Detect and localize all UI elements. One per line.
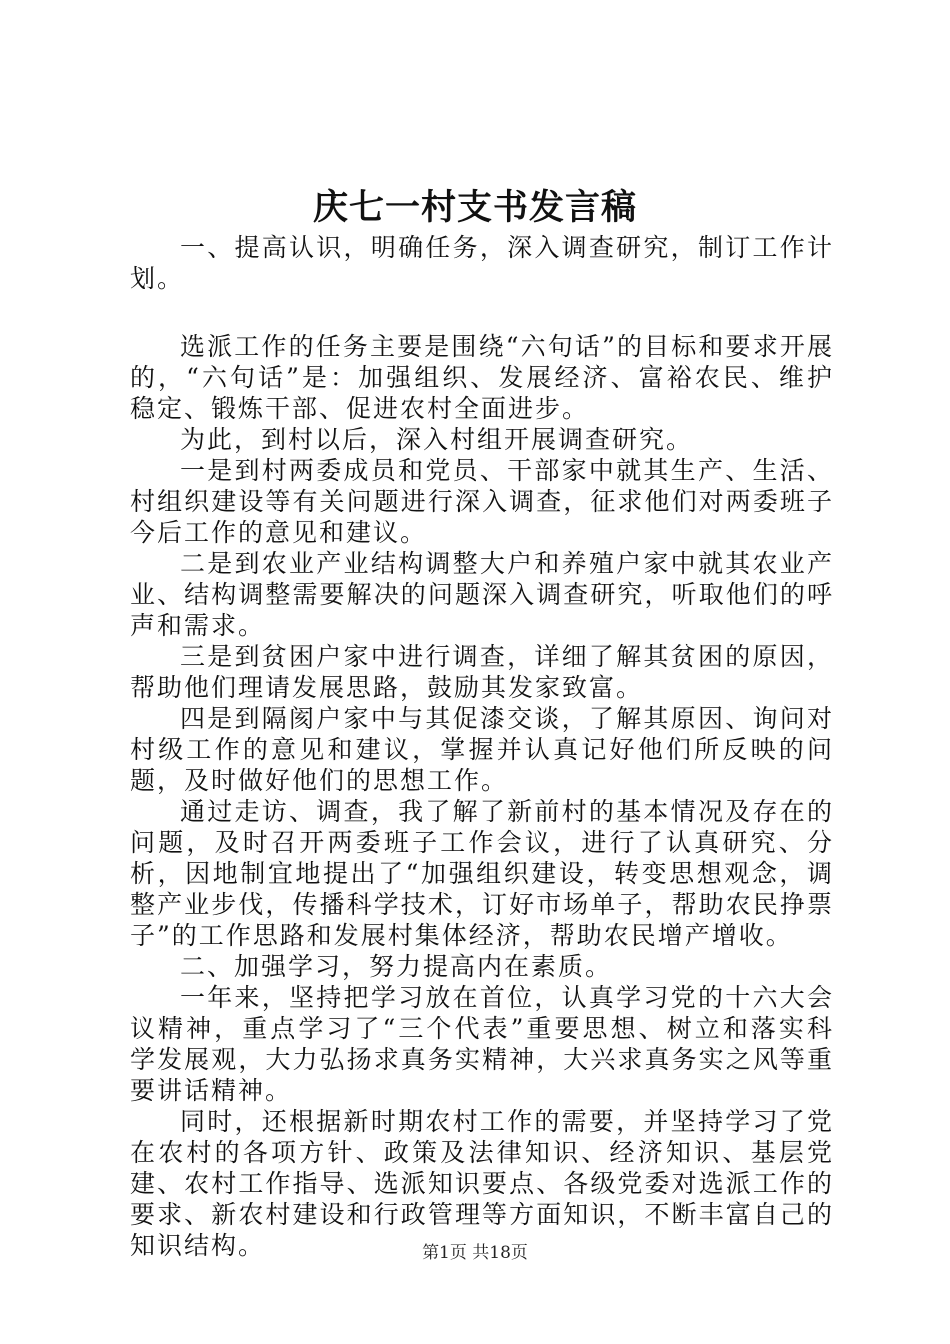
paragraph: 一是到村两委成员和党员、干部家中就其生产、生活、村组织建设等有关问题进行深入调查，征求他们对两委班子今后工作的意见和建议。 (130, 456, 834, 547)
paragraph: 通过走访、调查，我了解了新前村的基本情况及存在的问题，及时召开两委班子工作会议，进行了认真研究、分析，因地制宜地提出了“加强组织建设，转变思想观念，调整产业步伐，传播科学技术，订好市场单子，帮助农民挣票子”的工作思路和发展村集体经济，帮助农民增产增收。 (130, 797, 834, 950)
paragraph: 选派工作的任务主要是围绕“六句话”的目标和要求开展的，“六句话”是：加强组织、发展经济、富裕农民、维护稳定、锻炼干部、促进农村全面进步。 (130, 332, 834, 423)
section-heading-1: 一、提高认识，明确任务，深入调查研究，制订工作计划。 (130, 233, 834, 293)
paragraph: 为此，到村以后，深入村组开展调查研究。 (180, 425, 694, 454)
section-heading-2: 二、加强学习，努力提高内在素质。 (180, 952, 613, 981)
paragraph: 一年来，坚持把学习放在首位，认真学习党的十六大会议精神，重点学习了“三个代表”重要思想、树立和落实科学发展观，大力弘扬求真务实精神，大兴求真务实之风等重要讲话精神。 (130, 983, 834, 1105)
document-body (130, 232, 834, 1261)
paragraph: 三是到贫困户家中进行调查，详细了解其贫困的原因，帮助他们理请发展思路，鼓励其发家致富。 (130, 642, 834, 702)
paragraph: 同时，还根据新时期农村工作的需要，并坚持学习了党在农村的各项方针、政策及法律知识、经济知识、基层党建、农村工作指导、选派知识要点、各级党委对选派工作的要求、新农村建设和行政管理等方面知识，不断丰富自己的知识结构。 (130, 1107, 834, 1260)
document-title: 庆七一村支书发言稿 (312, 187, 637, 228)
paragraph-gap (130, 294, 834, 331)
paragraph: 四是到隔阂户家中与其促漆交谈，了解其原因、询问对村级工作的意见和建议，掌握并认真记好他们所反映的问题，及时做好他们的思想工作。 (130, 704, 834, 795)
paragraph: 二是到农业产业结构调整大户和养殖户家中就其农业产业、结构调整需要解决的问题深入调查研究，听取他们的呼声和需求。 (130, 549, 834, 640)
page-footer: 第1页 共18页 (422, 1243, 528, 1263)
